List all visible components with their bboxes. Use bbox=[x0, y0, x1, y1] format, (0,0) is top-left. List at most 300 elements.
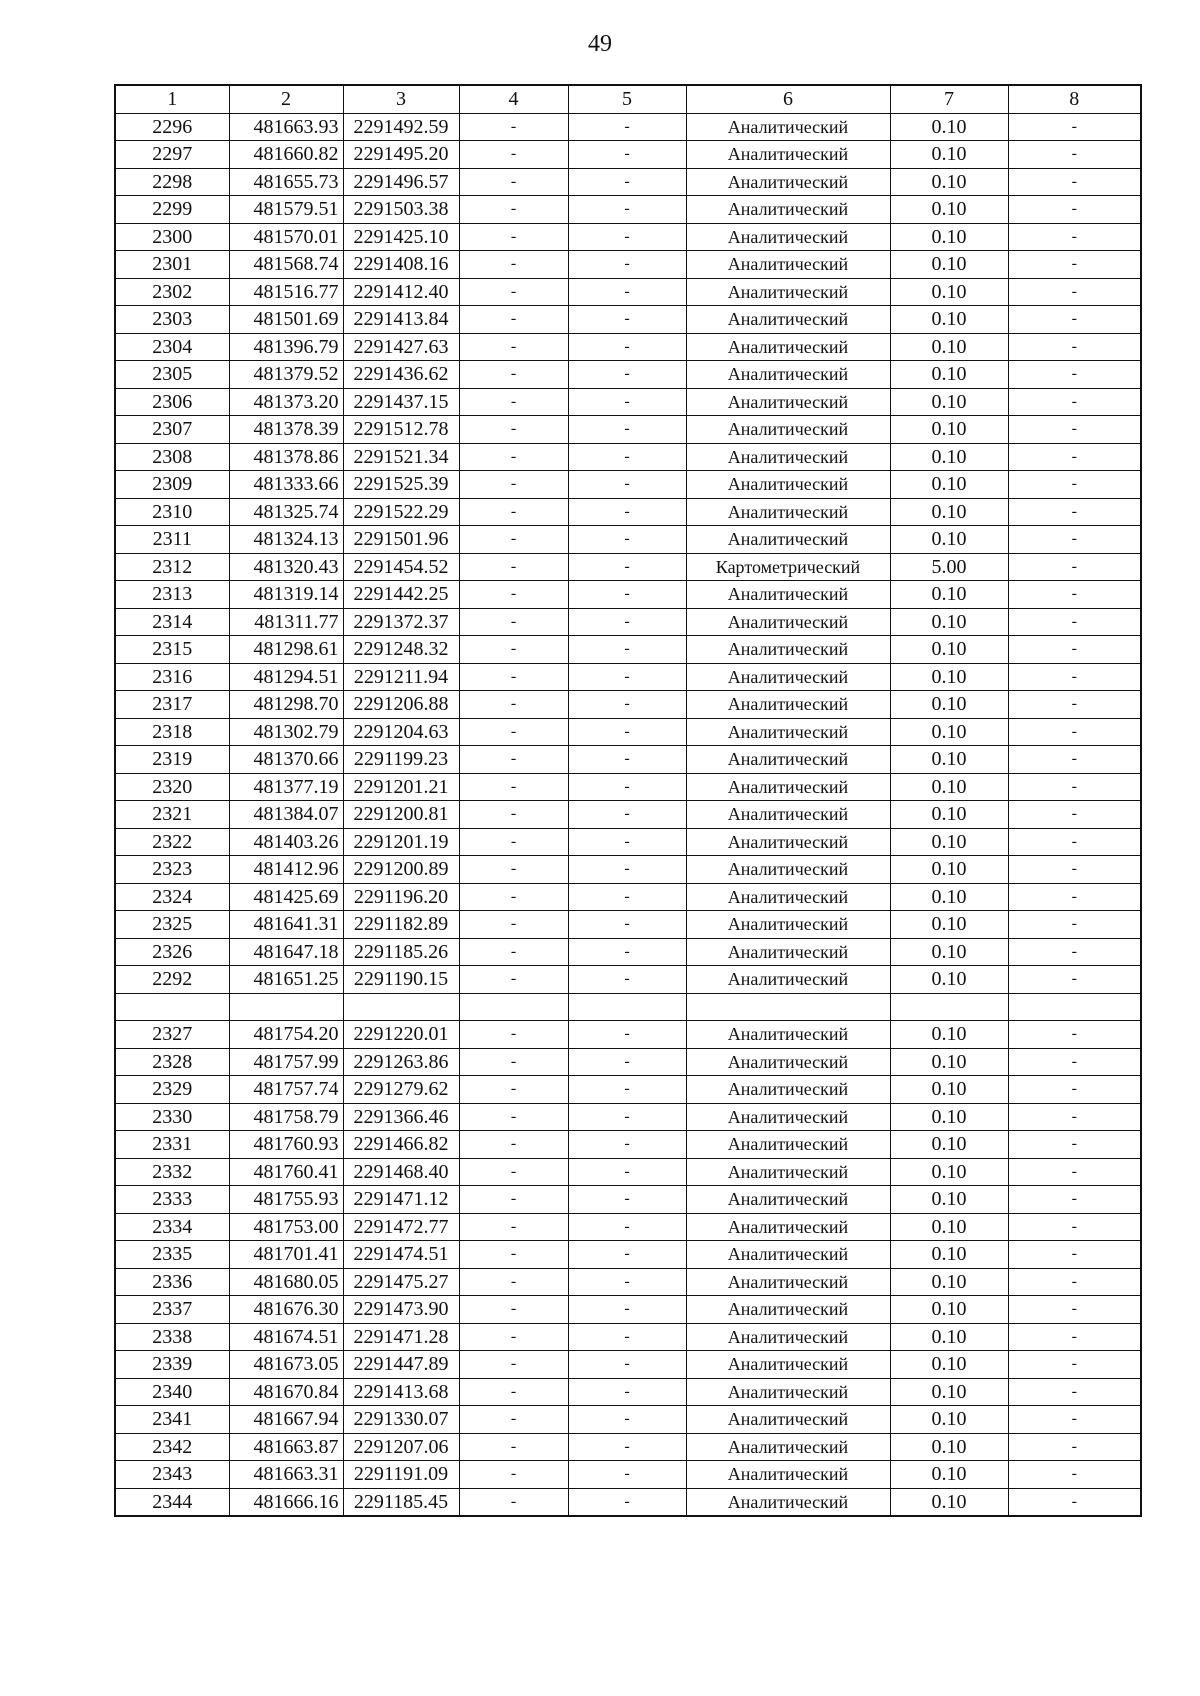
accuracy-cell: 0.10 bbox=[890, 1158, 1008, 1186]
column-4-cell: - bbox=[459, 223, 568, 251]
column-8-cell: - bbox=[1008, 746, 1141, 774]
x-coordinate-cell: 481680.05 bbox=[229, 1268, 343, 1296]
table-row bbox=[115, 966, 1141, 994]
accuracy-cell bbox=[890, 993, 1008, 1021]
accuracy-cell: 0.10 bbox=[890, 1241, 1008, 1269]
x-coordinate-cell: 481403.26 bbox=[229, 828, 343, 856]
x-coordinate-cell: 481660.82 bbox=[229, 141, 343, 169]
point-number-cell: 2329 bbox=[115, 1076, 229, 1104]
accuracy-cell: 0.10 bbox=[890, 278, 1008, 306]
x-coordinate-cell: 481755.93 bbox=[229, 1186, 343, 1214]
column-4-cell: - bbox=[459, 1131, 568, 1159]
method-cell: Аналитический bbox=[686, 1213, 890, 1241]
point-number-cell: 2324 bbox=[115, 883, 229, 911]
point-number-cell: 2330 bbox=[115, 1103, 229, 1131]
column-4-cell: - bbox=[459, 856, 568, 884]
column-8-cell: - bbox=[1008, 471, 1141, 499]
method-cell: Аналитический bbox=[686, 223, 890, 251]
column-4-cell: - bbox=[459, 251, 568, 279]
column-4-cell: - bbox=[459, 1268, 568, 1296]
column-4-cell bbox=[459, 993, 568, 1021]
y-coordinate-cell: 2291425.10 bbox=[343, 223, 459, 251]
column-8-cell: - bbox=[1008, 1241, 1141, 1269]
column-4-cell: - bbox=[459, 663, 568, 691]
column-8-cell: - bbox=[1008, 1378, 1141, 1406]
point-number-cell: 2304 bbox=[115, 333, 229, 361]
y-coordinate-cell: 2291525.39 bbox=[343, 471, 459, 499]
table-row bbox=[115, 1186, 1141, 1214]
method-cell: Аналитический bbox=[686, 1241, 890, 1269]
x-coordinate-cell: 481319.14 bbox=[229, 581, 343, 609]
table-row bbox=[115, 443, 1141, 471]
method-cell: Аналитический bbox=[686, 388, 890, 416]
table-row bbox=[115, 1021, 1141, 1049]
column-5-cell: - bbox=[568, 388, 686, 416]
column-5-cell: - bbox=[568, 306, 686, 334]
column-4-cell: - bbox=[459, 306, 568, 334]
accuracy-cell: 0.10 bbox=[890, 581, 1008, 609]
table-row bbox=[115, 1241, 1141, 1269]
column-5-cell: - bbox=[568, 663, 686, 691]
accuracy-cell: 0.10 bbox=[890, 1461, 1008, 1489]
column-8-cell: - bbox=[1008, 1323, 1141, 1351]
table-row bbox=[115, 1131, 1141, 1159]
column-4-cell: - bbox=[459, 718, 568, 746]
point-number-cell: 2299 bbox=[115, 196, 229, 224]
point-number-cell: 2321 bbox=[115, 801, 229, 829]
table-row bbox=[115, 1158, 1141, 1186]
column-5-cell: - bbox=[568, 1433, 686, 1461]
y-coordinate-cell: 2291436.62 bbox=[343, 361, 459, 389]
column-5-cell: - bbox=[568, 883, 686, 911]
table-row bbox=[115, 1378, 1141, 1406]
method-cell: Аналитический bbox=[686, 1296, 890, 1324]
method-cell: Аналитический bbox=[686, 636, 890, 664]
table-row bbox=[115, 691, 1141, 719]
column-4-cell: - bbox=[459, 581, 568, 609]
table-row bbox=[115, 1213, 1141, 1241]
x-coordinate-cell: 481320.43 bbox=[229, 553, 343, 581]
x-coordinate-cell: 481294.51 bbox=[229, 663, 343, 691]
y-coordinate-cell: 2291196.20 bbox=[343, 883, 459, 911]
column-5-cell: - bbox=[568, 718, 686, 746]
table-row bbox=[115, 636, 1141, 664]
column-8-cell: - bbox=[1008, 938, 1141, 966]
y-coordinate-cell: 2291185.26 bbox=[343, 938, 459, 966]
column-8-cell: - bbox=[1008, 581, 1141, 609]
accuracy-cell: 0.10 bbox=[890, 1103, 1008, 1131]
accuracy-cell: 0.10 bbox=[890, 608, 1008, 636]
column-8-cell: - bbox=[1008, 966, 1141, 994]
point-number-cell: 2314 bbox=[115, 608, 229, 636]
column-5-cell: - bbox=[568, 856, 686, 884]
y-coordinate-cell: 2291427.63 bbox=[343, 333, 459, 361]
x-coordinate-cell: 481396.79 bbox=[229, 333, 343, 361]
point-number-cell: 2296 bbox=[115, 113, 229, 141]
method-cell: Аналитический bbox=[686, 801, 890, 829]
table-row bbox=[115, 1268, 1141, 1296]
column-5-cell: - bbox=[568, 1488, 686, 1516]
y-coordinate-cell: 2291437.15 bbox=[343, 388, 459, 416]
method-cell: Аналитический bbox=[686, 498, 890, 526]
point-number-cell: 2292 bbox=[115, 966, 229, 994]
accuracy-cell: 0.10 bbox=[890, 663, 1008, 691]
column-8-cell: - bbox=[1008, 1488, 1141, 1516]
y-coordinate-cell: 2291471.12 bbox=[343, 1186, 459, 1214]
y-coordinate-cell: 2291207.06 bbox=[343, 1433, 459, 1461]
column-4-cell: - bbox=[459, 526, 568, 554]
column-5-cell: - bbox=[568, 581, 686, 609]
method-cell: Аналитический bbox=[686, 883, 890, 911]
x-coordinate-cell: 481651.25 bbox=[229, 966, 343, 994]
column-8-cell: - bbox=[1008, 113, 1141, 141]
column-5-cell: - bbox=[568, 251, 686, 279]
table-row bbox=[115, 333, 1141, 361]
column-5-cell: - bbox=[568, 471, 686, 499]
point-number-cell: 2316 bbox=[115, 663, 229, 691]
x-coordinate-cell bbox=[229, 993, 343, 1021]
column-header: 2 bbox=[229, 85, 343, 113]
column-8-cell: - bbox=[1008, 1021, 1141, 1049]
column-4-cell: - bbox=[459, 636, 568, 664]
column-4-cell: - bbox=[459, 498, 568, 526]
x-coordinate-cell: 481758.79 bbox=[229, 1103, 343, 1131]
column-5-cell: - bbox=[568, 1461, 686, 1489]
column-5-cell: - bbox=[568, 1323, 686, 1351]
column-4-cell: - bbox=[459, 828, 568, 856]
column-4-cell: - bbox=[459, 966, 568, 994]
table-row bbox=[115, 993, 1141, 1021]
column-4-cell: - bbox=[459, 746, 568, 774]
accuracy-cell: 0.10 bbox=[890, 1351, 1008, 1379]
column-4-cell: - bbox=[459, 938, 568, 966]
point-number-cell: 2300 bbox=[115, 223, 229, 251]
point-number-cell: 2301 bbox=[115, 251, 229, 279]
column-5-cell: - bbox=[568, 608, 686, 636]
column-4-cell: - bbox=[459, 141, 568, 169]
column-4-cell: - bbox=[459, 1378, 568, 1406]
method-cell: Аналитический bbox=[686, 581, 890, 609]
table-row bbox=[115, 388, 1141, 416]
table-row bbox=[115, 911, 1141, 939]
point-number-cell: 2318 bbox=[115, 718, 229, 746]
table-row bbox=[115, 1488, 1141, 1516]
column-4-cell: - bbox=[459, 1021, 568, 1049]
accuracy-cell: 0.10 bbox=[890, 1296, 1008, 1324]
y-coordinate-cell: 2291475.27 bbox=[343, 1268, 459, 1296]
column-5-cell: - bbox=[568, 553, 686, 581]
y-coordinate-cell: 2291473.90 bbox=[343, 1296, 459, 1324]
x-coordinate-cell: 481378.86 bbox=[229, 443, 343, 471]
column-4-cell: - bbox=[459, 773, 568, 801]
point-number-cell: 2312 bbox=[115, 553, 229, 581]
method-cell: Аналитический bbox=[686, 526, 890, 554]
column-5-cell: - bbox=[568, 1131, 686, 1159]
point-number-cell: 2344 bbox=[115, 1488, 229, 1516]
method-cell: Аналитический bbox=[686, 141, 890, 169]
column-header: 7 bbox=[890, 85, 1008, 113]
column-8-cell: - bbox=[1008, 636, 1141, 664]
column-8-cell: - bbox=[1008, 663, 1141, 691]
table-row bbox=[115, 1323, 1141, 1351]
accuracy-cell: 0.10 bbox=[890, 1186, 1008, 1214]
y-coordinate-cell: 2291522.29 bbox=[343, 498, 459, 526]
point-number-cell: 2327 bbox=[115, 1021, 229, 1049]
column-8-cell: - bbox=[1008, 1213, 1141, 1241]
column-5-cell: - bbox=[568, 691, 686, 719]
y-coordinate-cell: 2291206.88 bbox=[343, 691, 459, 719]
x-coordinate-cell: 481384.07 bbox=[229, 801, 343, 829]
x-coordinate-cell: 481641.31 bbox=[229, 911, 343, 939]
method-cell: Аналитический bbox=[686, 333, 890, 361]
column-5-cell: - bbox=[568, 141, 686, 169]
column-4-cell: - bbox=[459, 1048, 568, 1076]
x-coordinate-cell: 481568.74 bbox=[229, 251, 343, 279]
column-4-cell: - bbox=[459, 361, 568, 389]
table-row bbox=[115, 1351, 1141, 1379]
point-number-cell: 2309 bbox=[115, 471, 229, 499]
x-coordinate-cell: 481655.73 bbox=[229, 168, 343, 196]
x-coordinate-cell: 481325.74 bbox=[229, 498, 343, 526]
table-row bbox=[115, 278, 1141, 306]
x-coordinate-cell: 481663.93 bbox=[229, 113, 343, 141]
table-row bbox=[115, 801, 1141, 829]
column-8-cell: - bbox=[1008, 691, 1141, 719]
table-row bbox=[115, 718, 1141, 746]
column-5-cell: - bbox=[568, 801, 686, 829]
accuracy-cell: 0.10 bbox=[890, 773, 1008, 801]
column-8-cell: - bbox=[1008, 223, 1141, 251]
column-5-cell: - bbox=[568, 1378, 686, 1406]
method-cell: Аналитический bbox=[686, 773, 890, 801]
y-coordinate-cell: 2291474.51 bbox=[343, 1241, 459, 1269]
accuracy-cell: 0.10 bbox=[890, 828, 1008, 856]
x-coordinate-cell: 481324.13 bbox=[229, 526, 343, 554]
column-8-cell: - bbox=[1008, 1048, 1141, 1076]
point-number-cell: 2332 bbox=[115, 1158, 229, 1186]
table-row bbox=[115, 1076, 1141, 1104]
column-header: 4 bbox=[459, 85, 568, 113]
x-coordinate-cell: 481412.96 bbox=[229, 856, 343, 884]
column-header: 5 bbox=[568, 85, 686, 113]
method-cell: Аналитический bbox=[686, 1076, 890, 1104]
column-5-cell: - bbox=[568, 966, 686, 994]
column-4-cell: - bbox=[459, 1296, 568, 1324]
column-5-cell: - bbox=[568, 773, 686, 801]
y-coordinate-cell: 2291501.96 bbox=[343, 526, 459, 554]
method-cell: Аналитический bbox=[686, 746, 890, 774]
y-coordinate-cell: 2291408.16 bbox=[343, 251, 459, 279]
column-4-cell: - bbox=[459, 1461, 568, 1489]
column-8-cell: - bbox=[1008, 1351, 1141, 1379]
x-coordinate-cell: 481676.30 bbox=[229, 1296, 343, 1324]
table-row bbox=[115, 1406, 1141, 1434]
y-coordinate-cell: 2291200.81 bbox=[343, 801, 459, 829]
method-cell: Аналитический bbox=[686, 1021, 890, 1049]
column-4-cell: - bbox=[459, 1186, 568, 1214]
method-cell: Аналитический bbox=[686, 938, 890, 966]
y-coordinate-cell: 2291413.84 bbox=[343, 306, 459, 334]
table-row bbox=[115, 498, 1141, 526]
accuracy-cell: 0.10 bbox=[890, 801, 1008, 829]
column-5-cell: - bbox=[568, 1268, 686, 1296]
column-4-cell: - bbox=[459, 1103, 568, 1131]
y-coordinate-cell: 2291412.40 bbox=[343, 278, 459, 306]
table-row bbox=[115, 223, 1141, 251]
y-coordinate-cell: 2291190.15 bbox=[343, 966, 459, 994]
column-5-cell: - bbox=[568, 1351, 686, 1379]
x-coordinate-cell: 481378.39 bbox=[229, 416, 343, 444]
column-8-cell: - bbox=[1008, 553, 1141, 581]
point-number-cell: 2298 bbox=[115, 168, 229, 196]
accuracy-cell: 0.10 bbox=[890, 1433, 1008, 1461]
table-row bbox=[115, 168, 1141, 196]
x-coordinate-cell: 481570.01 bbox=[229, 223, 343, 251]
column-5-cell: - bbox=[568, 416, 686, 444]
x-coordinate-cell: 481663.87 bbox=[229, 1433, 343, 1461]
table-row bbox=[115, 608, 1141, 636]
x-coordinate-cell: 481298.61 bbox=[229, 636, 343, 664]
x-coordinate-cell: 481647.18 bbox=[229, 938, 343, 966]
point-number-cell: 2319 bbox=[115, 746, 229, 774]
x-coordinate-cell: 481666.16 bbox=[229, 1488, 343, 1516]
point-number-cell: 2336 bbox=[115, 1268, 229, 1296]
method-cell: Аналитический bbox=[686, 251, 890, 279]
column-5-cell: - bbox=[568, 746, 686, 774]
y-coordinate-cell: 2291413.68 bbox=[343, 1378, 459, 1406]
point-number-cell: 2315 bbox=[115, 636, 229, 664]
accuracy-cell: 0.10 bbox=[890, 636, 1008, 664]
page-number: 49 bbox=[588, 31, 612, 57]
column-4-cell: - bbox=[459, 1406, 568, 1434]
accuracy-cell: 0.10 bbox=[890, 388, 1008, 416]
column-5-cell: - bbox=[568, 1048, 686, 1076]
method-cell: Аналитический bbox=[686, 416, 890, 444]
method-cell: Аналитический bbox=[686, 608, 890, 636]
table-row bbox=[115, 113, 1141, 141]
point-number-cell: 2317 bbox=[115, 691, 229, 719]
point-number-cell: 2342 bbox=[115, 1433, 229, 1461]
column-5-cell bbox=[568, 993, 686, 1021]
column-5-cell: - bbox=[568, 498, 686, 526]
y-coordinate-cell bbox=[343, 993, 459, 1021]
accuracy-cell: 0.10 bbox=[890, 718, 1008, 746]
column-8-cell: - bbox=[1008, 883, 1141, 911]
column-8-cell: - bbox=[1008, 388, 1141, 416]
y-coordinate-cell: 2291442.25 bbox=[343, 581, 459, 609]
x-coordinate-cell: 481373.20 bbox=[229, 388, 343, 416]
accuracy-cell: 0.10 bbox=[890, 1378, 1008, 1406]
accuracy-cell: 0.10 bbox=[890, 691, 1008, 719]
column-4-cell: - bbox=[459, 333, 568, 361]
x-coordinate-cell: 481379.52 bbox=[229, 361, 343, 389]
column-4-cell: - bbox=[459, 443, 568, 471]
column-4-cell: - bbox=[459, 388, 568, 416]
accuracy-cell: 0.10 bbox=[890, 911, 1008, 939]
method-cell: Аналитический bbox=[686, 1103, 890, 1131]
column-8-cell: - bbox=[1008, 443, 1141, 471]
accuracy-cell: 0.10 bbox=[890, 223, 1008, 251]
column-8-cell: - bbox=[1008, 1406, 1141, 1434]
accuracy-cell: 0.10 bbox=[890, 443, 1008, 471]
point-number-cell: 2340 bbox=[115, 1378, 229, 1406]
point-number-cell: 2322 bbox=[115, 828, 229, 856]
method-cell: Аналитический bbox=[686, 443, 890, 471]
column-5-cell: - bbox=[568, 828, 686, 856]
y-coordinate-cell: 2291492.59 bbox=[343, 113, 459, 141]
x-coordinate-cell: 481757.99 bbox=[229, 1048, 343, 1076]
y-coordinate-cell: 2291468.40 bbox=[343, 1158, 459, 1186]
y-coordinate-cell: 2291248.32 bbox=[343, 636, 459, 664]
point-number-cell: 2338 bbox=[115, 1323, 229, 1351]
table-body bbox=[115, 113, 1141, 1516]
accuracy-cell: 0.10 bbox=[890, 883, 1008, 911]
column-5-cell: - bbox=[568, 911, 686, 939]
x-coordinate-cell: 481501.69 bbox=[229, 306, 343, 334]
column-4-cell: - bbox=[459, 416, 568, 444]
column-4-cell: - bbox=[459, 883, 568, 911]
point-number-cell: 2323 bbox=[115, 856, 229, 884]
table-row bbox=[115, 526, 1141, 554]
y-coordinate-cell: 2291220.01 bbox=[343, 1021, 459, 1049]
method-cell: Аналитический bbox=[686, 828, 890, 856]
column-header: 8 bbox=[1008, 85, 1141, 113]
y-coordinate-cell: 2291466.82 bbox=[343, 1131, 459, 1159]
y-coordinate-cell: 2291503.38 bbox=[343, 196, 459, 224]
y-coordinate-cell: 2291201.21 bbox=[343, 773, 459, 801]
table-row bbox=[115, 856, 1141, 884]
accuracy-cell: 0.10 bbox=[890, 1021, 1008, 1049]
column-5-cell: - bbox=[568, 1213, 686, 1241]
point-number-cell: 2310 bbox=[115, 498, 229, 526]
point-number-cell: 2308 bbox=[115, 443, 229, 471]
y-coordinate-cell: 2291472.77 bbox=[343, 1213, 459, 1241]
accuracy-cell: 0.10 bbox=[890, 306, 1008, 334]
y-coordinate-cell: 2291279.62 bbox=[343, 1076, 459, 1104]
method-cell: Аналитический bbox=[686, 856, 890, 884]
column-header: 1 bbox=[115, 85, 229, 113]
x-coordinate-cell: 481701.41 bbox=[229, 1241, 343, 1269]
column-8-cell: - bbox=[1008, 1461, 1141, 1489]
table-row bbox=[115, 938, 1141, 966]
column-8-cell: - bbox=[1008, 416, 1141, 444]
column-5-cell: - bbox=[568, 278, 686, 306]
method-cell: Аналитический bbox=[686, 691, 890, 719]
y-coordinate-cell: 2291330.07 bbox=[343, 1406, 459, 1434]
column-5-cell: - bbox=[568, 1241, 686, 1269]
point-number-cell: 2343 bbox=[115, 1461, 229, 1489]
x-coordinate-cell: 481760.41 bbox=[229, 1158, 343, 1186]
column-8-cell: - bbox=[1008, 361, 1141, 389]
column-4-cell: - bbox=[459, 113, 568, 141]
x-coordinate-cell: 481663.31 bbox=[229, 1461, 343, 1489]
method-cell: Аналитический bbox=[686, 168, 890, 196]
table-row bbox=[115, 1433, 1141, 1461]
accuracy-cell: 0.10 bbox=[890, 856, 1008, 884]
column-8-cell: - bbox=[1008, 1433, 1141, 1461]
method-cell: Аналитический bbox=[686, 1323, 890, 1351]
column-4-cell: - bbox=[459, 1488, 568, 1516]
table-row bbox=[115, 663, 1141, 691]
column-8-cell: - bbox=[1008, 168, 1141, 196]
method-cell: Аналитический bbox=[686, 1488, 890, 1516]
column-8-cell: - bbox=[1008, 526, 1141, 554]
y-coordinate-cell: 2291447.89 bbox=[343, 1351, 459, 1379]
column-5-cell: - bbox=[568, 526, 686, 554]
method-cell: Аналитический bbox=[686, 306, 890, 334]
y-coordinate-cell: 2291182.89 bbox=[343, 911, 459, 939]
column-8-cell bbox=[1008, 993, 1141, 1021]
